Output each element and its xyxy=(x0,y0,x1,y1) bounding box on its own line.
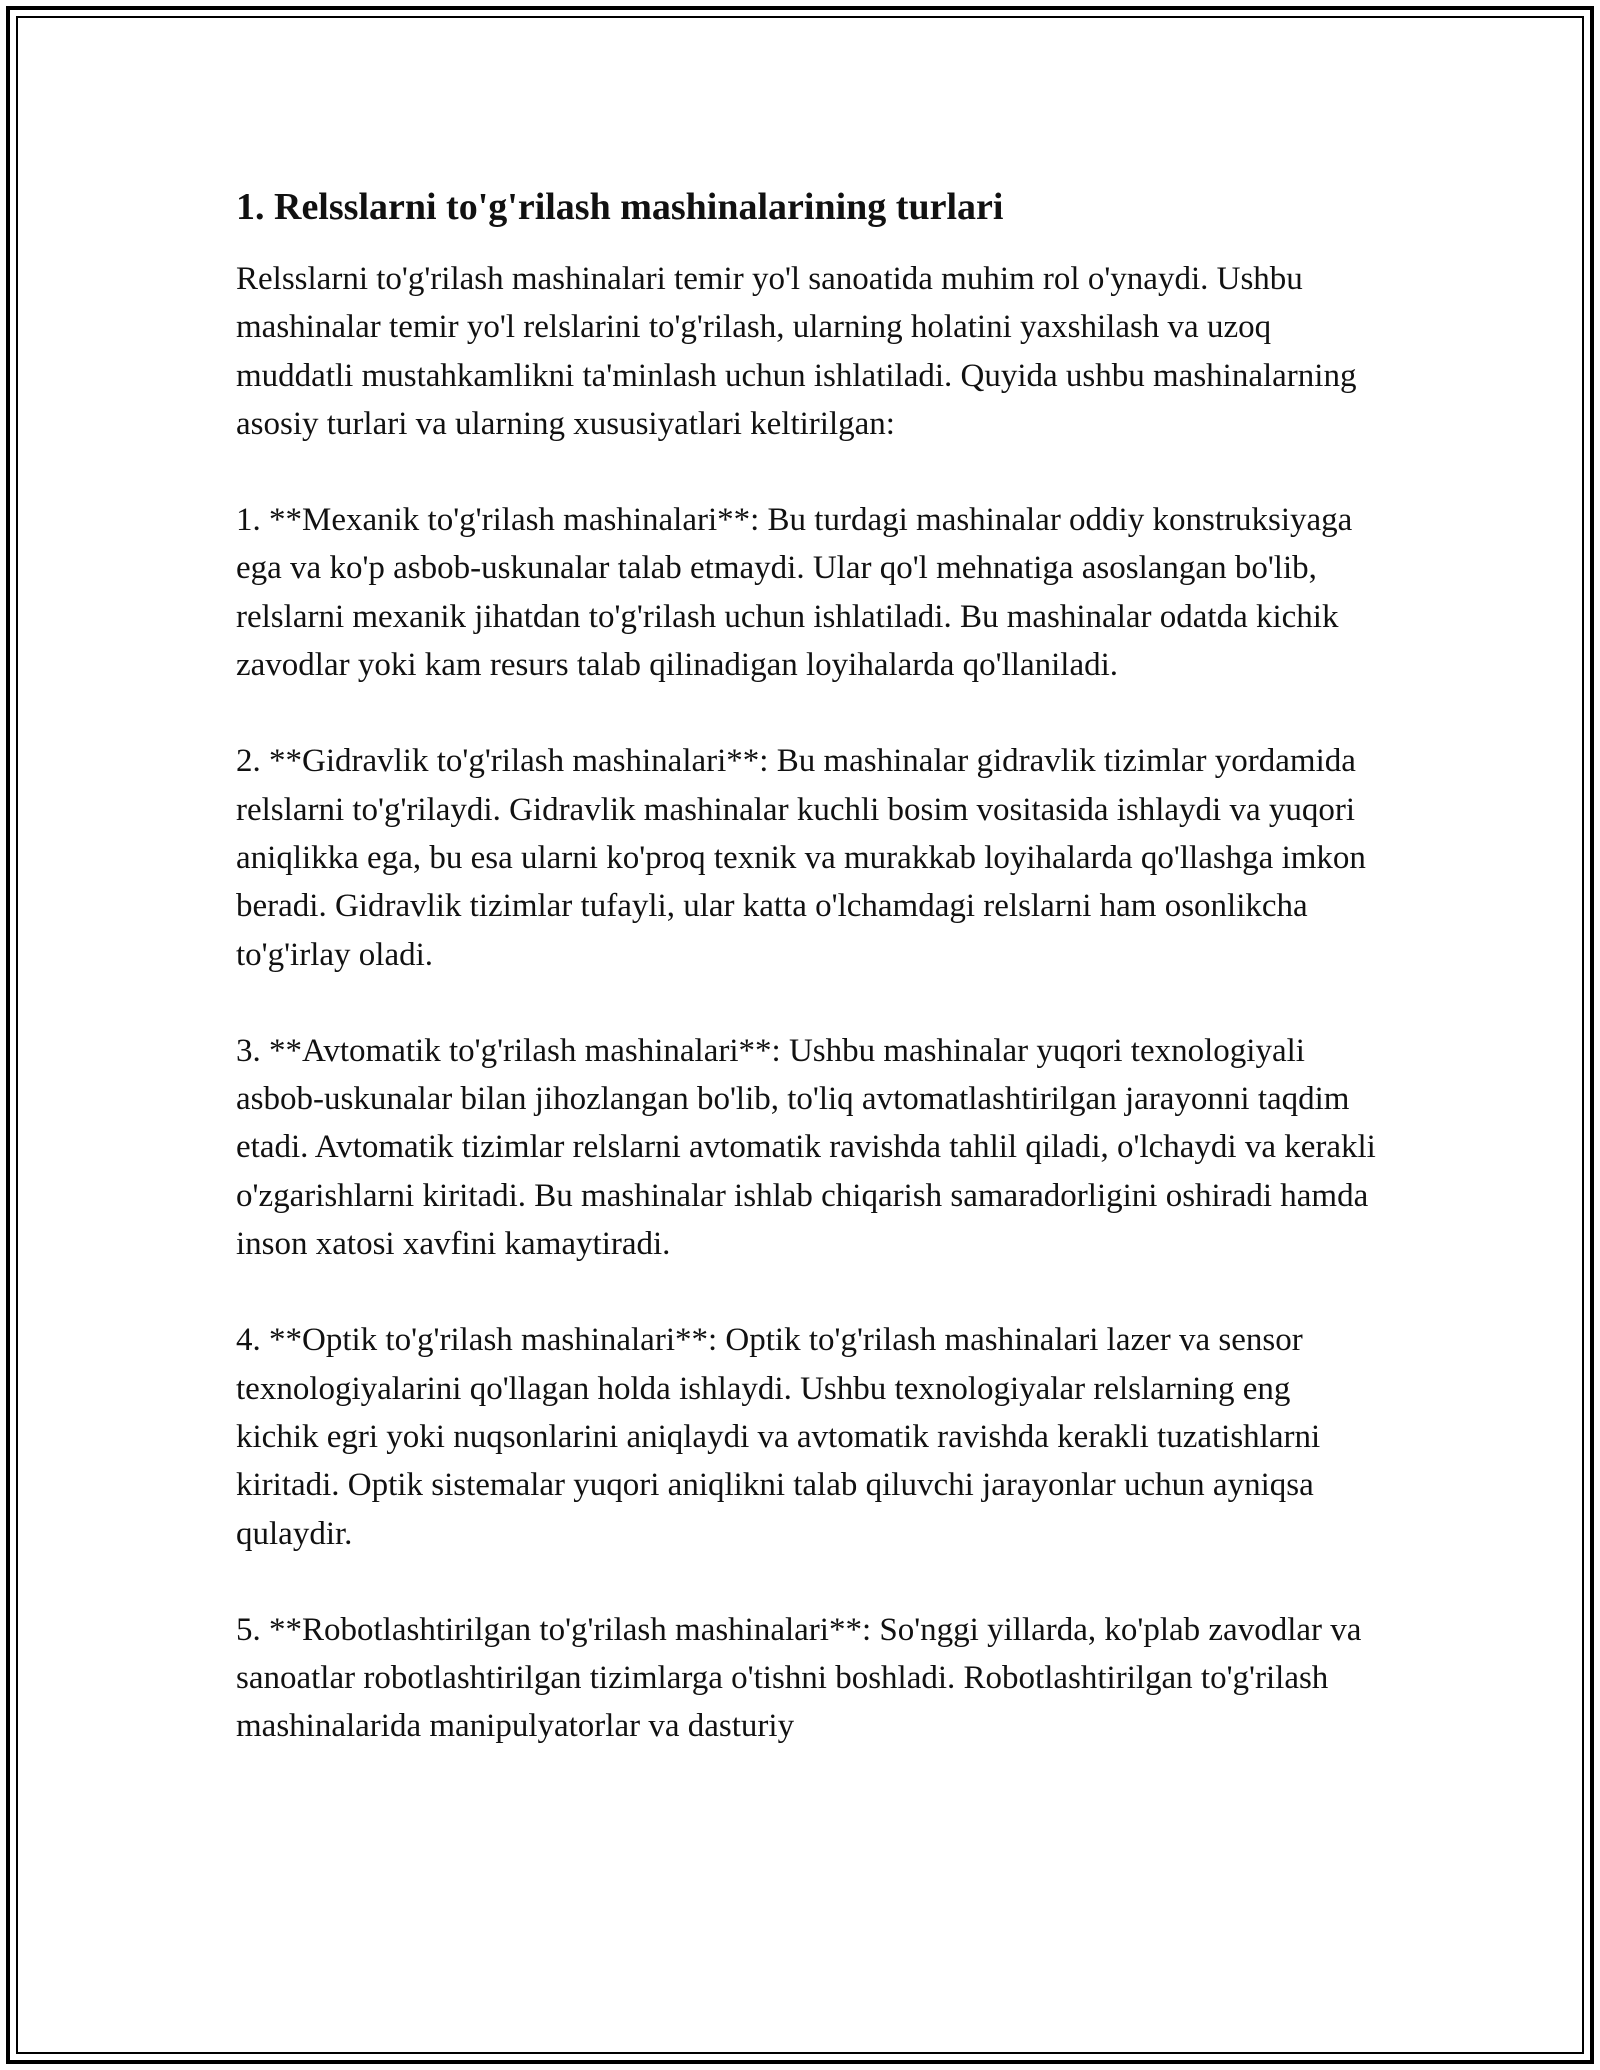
intro-paragraph: Relsslarni to'g'rilash mashinalari temir yo'l sanoatida muhim rol o'ynaydi. Ushbu mashinalar temir yo'l relslarini to'g'rilash, ularning holatini yaxshilash va uzoq muddatli mustahkamlikni ta'minlash uchun ishlatiladi. Quyida ushbu mashinalarning asosiy turlari va ularning xususiyatlari keltirilgan: xyxy=(236,261,1357,442)
paragraph-optical: 4. **Optik to'g'rilash mashinalari**: Optik to'g'rilash mashinalari lazer va sensor texnologiyalarini qo'llagan holda ishlaydi. Ushbu texnologiyalar relslarning eng kichik egri yoki nuqsonlarini aniqlaydi va avtomatik ravishda kerakli tuzatishlarni kiritadi. Optik sistemalar yuqori aniqlikni talab qiluvchi jarayonlar uchun ayniqsa qulaydir. xyxy=(236,1322,1321,1552)
paragraph-robotic: 5. **Robotlashtirilgan to'g'rilash mashinalari**: So'nggi yillarda, ko'plab zavodlar va sanoatlar robotlashtirilgan tizimlarga o'tishni boshladi. Robotlashtirilgan to'g'rilash mashinalarida manipulyatorlar va dasturiy xyxy=(236,1611,1362,1745)
paragraph-hydraulic: 2. **Gidravlik to'g'rilash mashinalari**: Bu mashinalar gidravlik tizimlar yordamida relslarni to'g'rilaydi. Gidravlik mashinalar kuchli bosim vositasida ishlaydi va yuqori aniqlikka ega, bu esa ularni ko'proq texnik va murakkab loyihalarda qo'llashga imkon beradi. Gidravlik tizimlar tufayli, ular katta o'lchamdagi relslarni ham osonlikcha to'g'irlay oladi. xyxy=(236,743,1366,973)
paragraph-automatic: 3. **Avtomatik to'g'rilash mashinalari**: Ushbu mashinalar yuqori texnologiyali asbob-uskunalar bilan jihozlangan bo'lib, to'liq avtomatlashtirilgan jarayonni taqdim etadi. Avtomatik tizimlar relslarni avtomatik ravishda tahlil qiladi, o'lchaydi va kerakli o'zgarishlarni kiritadi. Bu mashinalar ishlab chiqarish samaradorligini oshiradi hamda inson xatosi xavfini kamaytiradi. xyxy=(236,1032,1376,1263)
paragraph-mechanical: 1. **Mexanik to'g'rilash mashinalari**: Bu turdagi mashinalar oddiy konstruksiyaga ega va ko'p asbob-uskunalar talab etmaydi. Ular qo'l mehnatiga asoslangan bo'lib, relslarni mexanik jihatdan to'g'rilash uchun ishlatiladi. Bu mashinalar odatda kichik zavodlar yoki kam resurs talab qilinadigan loyihalarda qo'llaniladi. xyxy=(236,502,1353,684)
document-body xyxy=(236,183,1376,1799)
document-title: 1. Relsslarni to'g'rilash mashinalarining turlari xyxy=(236,186,1004,228)
